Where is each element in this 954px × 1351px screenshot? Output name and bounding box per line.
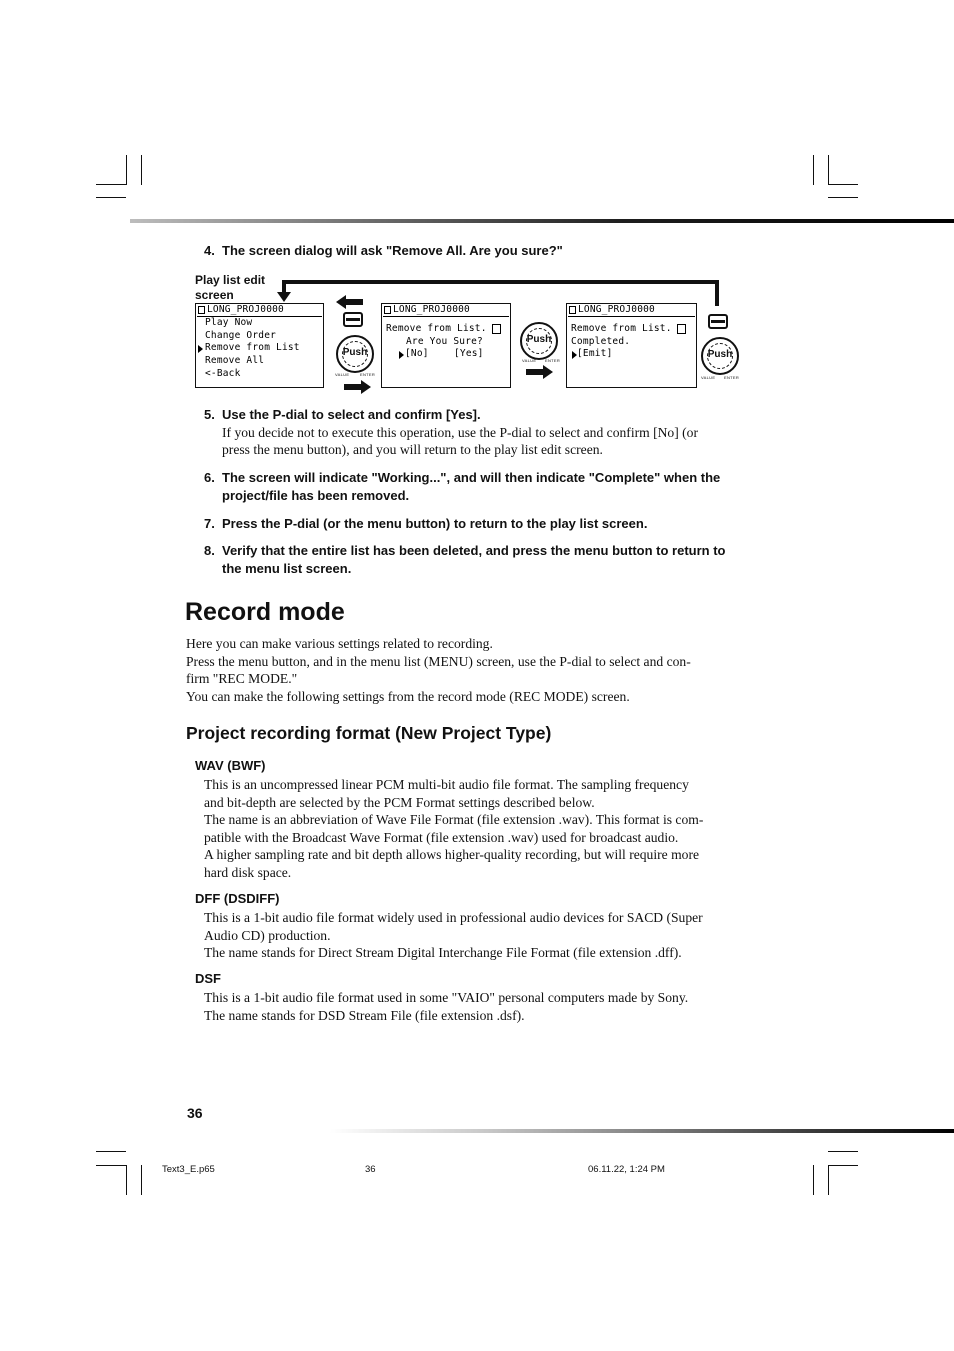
lcd-message: Remove from List. [571,323,672,334]
cursor-icon [198,345,203,353]
paragraph-line: Here you can make various settings related to recording. [186,636,493,651]
step-4 [204,242,749,260]
cursor-icon [399,351,404,359]
menu-item-change-order: Change Order [205,330,277,341]
crop-mark [813,1165,814,1195]
dial-label: Push [707,349,733,360]
menu-item-play-now: Play Now [205,317,253,328]
paragraph-line: and bit-depth are selected by the PCM Format settings described below. [204,794,595,810]
section-intro [186,635,756,705]
paragraph-line: This is an uncompressed linear PCM multi-bit audio file format. The sampling frequency [204,777,689,792]
step-detail: If you decide not to execute this operation, use the P-dial to select and confirm [No] (or [222,425,699,440]
footer-filename: Text3_E.p65 [162,1164,215,1175]
paragraph-line: This is a 1-bit audio file format widely used in professional audio devices for SACD (Super [204,910,703,925]
file-icon [384,306,391,314]
paragraph-line: Audio CD) production. [204,927,331,943]
step-number: 7. [204,516,215,531]
page-number: 36 [187,1105,203,1121]
paragraph-line: patible with the Broadcast Wave Format (file extension .wav) used for broadcast audio. [204,829,679,845]
p-dial-icon [701,337,739,375]
crop-mark [141,155,142,185]
menu-button-icon [343,312,363,327]
lcd-completed [566,303,697,388]
step-detail: press the menu button), and you will return to the play list edit screen. [222,442,603,457]
crop-mark [828,1165,829,1195]
wav-heading: WAV (BWF) [195,758,266,773]
step-7 [204,515,749,533]
crop-mark [828,155,829,185]
dial-value-label: VALUE [522,358,537,363]
crop-mark [126,1165,127,1195]
file-icon [198,306,205,314]
dsf-heading: DSF [195,971,221,986]
lcd-title: LONG_PROJ0000 [393,304,470,315]
menu-item-back: <-Back [205,368,241,379]
lcd-message: Remove from List. [386,323,487,334]
dial-value-label: VALUE [335,372,350,377]
step-text: project/file has been removed. [222,488,410,503]
arrow-right-icon [344,380,372,394]
footer-rule [330,1129,954,1133]
step-number: 8. [204,543,215,558]
lcd-title: LONG_PROJ0000 [207,304,284,315]
paragraph-line: The name is an abbreviation of Wave File Format (file extension .wav). This format is com- [204,812,704,827]
paragraph-line: You can make the following settings from the record mode (REC MODE) screen. [186,688,630,704]
file-icon [569,306,576,314]
p-dial-icon [336,335,374,373]
menu-item-remove-from-list: Remove from List [205,342,300,353]
step-number: 6. [204,470,215,485]
step-6 [204,469,749,505]
dial-value-label: VALUE [701,375,716,380]
menu-button-icon [708,314,728,329]
step-text: Press the P-dial (or the menu button) to return to the play list screen. [222,516,648,531]
crop-mark [828,1165,858,1166]
crop-mark [96,1151,126,1152]
step-8 [204,542,749,578]
section-title: Record mode [185,598,345,626]
step-text: Verify that the entire list has been deleted, and press the menu button to return to [222,543,726,558]
crop-mark [828,184,858,185]
paragraph-line: This is a 1-bit audio file format used in some "VAIO" personal computers made by Sony. [204,990,689,1005]
step-number: 4. [204,243,215,258]
footer-page: 36 [365,1164,376,1175]
crop-mark [828,1151,858,1152]
crop-mark [96,184,127,185]
step-number: 5. [204,407,215,422]
figure-caption [195,273,265,303]
crop-mark [96,1165,127,1166]
crop-mark [813,155,814,185]
crop-mark [828,197,858,198]
paragraph-line: firm "REC MODE." [186,671,298,686]
figure-caption-line: Play list edit [195,273,266,287]
lcd-playlist-edit [195,303,324,388]
dff-description [204,909,764,962]
step-text: The screen will indicate "Working...", and will then indicate "Complete" when the [222,470,721,485]
p-dial-icon [520,322,558,360]
subsection-title: Project recording format (New Project Type) [186,723,552,743]
crop-mark [96,197,126,198]
dsf-description [204,989,764,1024]
crop-mark [141,1165,142,1195]
wav-description [204,776,764,881]
footer-timestamp: 06.11.22, 1:24 PM [588,1164,665,1175]
menu-item-remove-all: Remove All [205,355,265,366]
step-5 [204,406,749,458]
paragraph-line: The name stands for DSD Stream File (file extension .dsf). [204,1007,525,1023]
figure-caption-line: screen [195,288,234,302]
step-text: The screen dialog will ask "Remove All. Are you sure?" [222,243,563,258]
step-text: the menu list screen. [222,561,352,576]
step-text: Use the P-dial to select and confirm [Yes]. [222,407,481,422]
lcd-confirm [381,303,511,388]
trash-icon [677,324,686,334]
paragraph-line: The name stands for Direct Stream Digital Interchange File Format (file extension .dff). [204,945,682,960]
arrow-right-icon [526,365,554,379]
lcd-status: Completed. [571,336,631,347]
dial-label: Push [526,334,552,345]
dial-enter-label: ENTER [724,375,740,380]
paragraph-line: hard disk space. [204,864,292,880]
header-rule [130,219,954,223]
lcd-option-exit: [Emit] [577,348,613,359]
trash-icon [492,324,501,334]
paragraph-line: A higher sampling rate and bit depth allows higher-quality recording, but will require more [204,847,700,862]
dial-label: Push [342,347,368,358]
paragraph-line: Press the menu button, and in the menu list (MENU) screen, use the P-dial to select and con- [186,653,691,669]
dff-heading: DFF (DSDIFF) [195,891,280,906]
dial-enter-label: ENTER [360,372,376,377]
lcd-question: Are You Sure? [406,336,483,347]
arrow-left-icon [336,295,364,309]
dial-enter-label: ENTER [545,358,561,363]
lcd-option-no: [No] [405,348,429,359]
crop-mark [126,155,127,185]
lcd-title: LONG_PROJ0000 [578,304,655,315]
lcd-option-yes: [Yes] [454,348,484,359]
